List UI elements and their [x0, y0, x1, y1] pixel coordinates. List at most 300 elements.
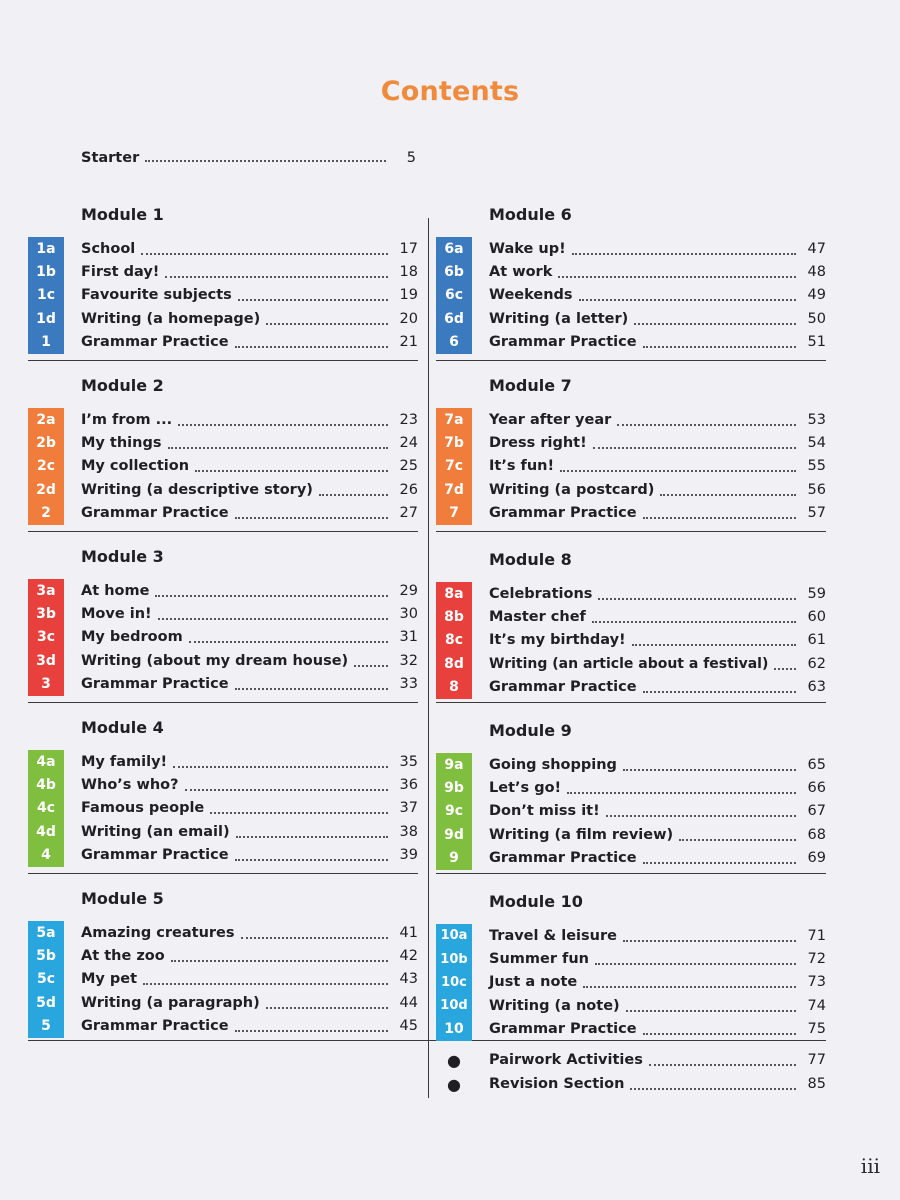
- lesson-entry[interactable]: [436, 800, 826, 823]
- dot-leader: [649, 1054, 796, 1066]
- lesson-title: Just a note: [489, 974, 578, 991]
- lesson-page: 35: [399, 753, 418, 770]
- lesson-title: First day!: [81, 264, 160, 281]
- lesson-entry[interactable]: [28, 991, 418, 1014]
- module-title: Module 8: [489, 550, 572, 569]
- lesson-title: Grammar Practice: [489, 1021, 637, 1038]
- lesson-entry[interactable]: [28, 820, 418, 843]
- lesson-page: 27: [399, 505, 418, 522]
- lesson-code: 4: [41, 847, 51, 864]
- lesson-page: 47: [807, 240, 826, 257]
- lesson-entry[interactable]: [436, 331, 826, 354]
- lesson-page: 68: [807, 826, 826, 843]
- page-title: Contents: [380, 76, 520, 107]
- lesson-title: Grammar Practice: [81, 847, 229, 864]
- lesson-entry[interactable]: [436, 676, 826, 699]
- lesson-code: 8a: [444, 585, 464, 602]
- lesson-code: 10: [444, 1021, 464, 1038]
- lesson-page: 65: [807, 756, 826, 773]
- lesson-page: 49: [807, 287, 826, 304]
- lesson-code: 10d: [440, 998, 468, 1014]
- lesson-code: 3a: [36, 582, 56, 599]
- lesson-title: Grammar Practice: [81, 676, 229, 693]
- lesson-page: 57: [807, 505, 826, 522]
- dot-leader: [583, 976, 796, 988]
- dot-leader: [155, 585, 388, 597]
- lesson-code: 1c: [36, 287, 56, 304]
- dot-leader: [593, 437, 796, 449]
- dot-leader: [165, 266, 388, 278]
- module-title: Module 2: [81, 376, 164, 395]
- lesson-title: Writing (a homepage): [81, 310, 261, 327]
- lesson-entry[interactable]: [28, 602, 418, 625]
- right-column: [436, 190, 826, 1044]
- lesson-code: 2c: [36, 458, 56, 475]
- lesson-title: My collection: [81, 458, 190, 475]
- lesson-title: Writing (an email): [81, 823, 230, 840]
- module-5: [28, 874, 418, 1044]
- lesson-entry[interactable]: [28, 626, 418, 649]
- lesson-page: 54: [807, 435, 826, 452]
- module-title: Module 7: [489, 376, 572, 395]
- dot-leader: [643, 1023, 796, 1035]
- lesson-code: 9c: [444, 803, 464, 820]
- dot-leader: [145, 150, 386, 162]
- lesson-title: Writing (a paragraph): [81, 994, 260, 1011]
- lesson-list: [28, 921, 418, 1038]
- dot-leader: [195, 460, 388, 472]
- dot-leader: [558, 266, 796, 278]
- dot-leader: [660, 484, 796, 496]
- dot-leader: [238, 289, 388, 301]
- dot-leader: [236, 826, 388, 838]
- dot-leader: [171, 950, 388, 962]
- dot-leader: [634, 313, 796, 325]
- lesson-entry[interactable]: [436, 652, 826, 675]
- lesson-page: 44: [399, 994, 418, 1011]
- lesson-code: 3c: [36, 629, 56, 646]
- lesson-entry[interactable]: [436, 1018, 826, 1041]
- lesson-code: 9a: [444, 756, 464, 773]
- lesson-entry[interactable]: [436, 502, 826, 525]
- lesson-page: 63: [807, 679, 826, 696]
- dot-leader: [168, 437, 389, 449]
- lesson-list: [28, 408, 418, 525]
- lesson-title: It’s my birthday!: [489, 632, 626, 649]
- lesson-title: Grammar Practice: [81, 1018, 229, 1035]
- lesson-entry[interactable]: [28, 797, 418, 820]
- lesson-page: 33: [399, 676, 418, 693]
- lesson-page: 32: [399, 652, 418, 669]
- lesson-code: 7d: [444, 481, 464, 498]
- dot-leader: [572, 243, 796, 255]
- dot-leader: [141, 243, 388, 255]
- lesson-page: 62: [807, 655, 826, 672]
- lesson-entry[interactable]: [28, 502, 418, 525]
- starter-entry[interactable]: [81, 150, 416, 166]
- left-column: [28, 190, 418, 1044]
- lesson-page: 37: [399, 800, 418, 817]
- lesson-page: 19: [399, 287, 418, 304]
- lesson-code: 7c: [444, 458, 464, 475]
- lesson-code: 1: [41, 334, 51, 351]
- dot-leader: [560, 460, 796, 472]
- lesson-code: 3b: [36, 606, 56, 623]
- lesson-page: 20: [399, 310, 418, 327]
- dot-leader: [354, 655, 388, 667]
- lesson-page: 66: [807, 780, 826, 797]
- lesson-page: 36: [399, 777, 418, 794]
- lesson-page: 38: [399, 823, 418, 840]
- lesson-page: 56: [807, 481, 826, 498]
- lesson-title: At home: [81, 582, 150, 599]
- lesson-title: Grammar Practice: [489, 334, 637, 351]
- extra-entry[interactable]: [436, 1072, 826, 1096]
- dot-leader: [643, 681, 796, 693]
- lesson-title: Famous people: [81, 800, 205, 817]
- lesson-title: Weekends: [489, 287, 573, 304]
- lesson-entry[interactable]: [28, 431, 418, 454]
- lesson-page: 55: [807, 458, 826, 475]
- lesson-entry[interactable]: [436, 971, 826, 994]
- lesson-code: 8c: [444, 632, 464, 649]
- lesson-entry[interactable]: [436, 284, 826, 307]
- column-divider: [428, 218, 429, 1098]
- lesson-code: 4d: [36, 823, 56, 840]
- lesson-page: 41: [399, 924, 418, 941]
- dot-leader: [173, 756, 388, 768]
- lesson-page: 43: [399, 971, 418, 988]
- module-title: Module 6: [489, 205, 572, 224]
- lesson-page: 61: [807, 632, 826, 649]
- module-title: Module 3: [81, 547, 164, 566]
- lesson-page: 24: [399, 435, 418, 452]
- lesson-entry[interactable]: [436, 582, 826, 605]
- lesson-list: [436, 237, 826, 354]
- lesson-entry[interactable]: [28, 968, 418, 991]
- lesson-code: 3: [41, 676, 51, 693]
- lesson-entry[interactable]: [28, 307, 418, 330]
- lesson-entry[interactable]: [436, 260, 826, 283]
- lesson-page: 69: [807, 850, 826, 867]
- lesson-entry[interactable]: [28, 455, 418, 478]
- lesson-code: 8b: [444, 609, 464, 626]
- lesson-entry[interactable]: [436, 823, 826, 846]
- module-title: Module 10: [489, 892, 583, 911]
- lesson-page: 67: [807, 803, 826, 820]
- lesson-entry[interactable]: [28, 331, 418, 354]
- lesson-code: 9b: [444, 780, 464, 797]
- lesson-page: 25: [399, 458, 418, 475]
- extra-title: Revision Section: [489, 1076, 625, 1092]
- lesson-entry[interactable]: [436, 924, 826, 947]
- lesson-title: My pet: [81, 971, 138, 988]
- lesson-entry[interactable]: [436, 776, 826, 799]
- extra-page: 77: [807, 1052, 826, 1068]
- module-7: [436, 361, 826, 532]
- lesson-list: [28, 237, 418, 354]
- lesson-entry[interactable]: [28, 750, 418, 773]
- starter-title: Starter: [81, 150, 140, 166]
- lesson-page: 21: [399, 334, 418, 351]
- dot-leader: [158, 608, 388, 620]
- lesson-code: 7b: [444, 435, 464, 452]
- lesson-entry[interactable]: [28, 944, 418, 967]
- lesson-title: Master chef: [489, 609, 586, 626]
- dot-leader: [143, 973, 388, 985]
- lesson-code: 6d: [444, 310, 464, 327]
- dot-leader: [189, 631, 388, 643]
- lesson-code: 2d: [36, 481, 56, 498]
- lesson-title: Writing (a letter): [489, 310, 629, 327]
- module-3: [28, 532, 418, 703]
- lesson-code: 6a: [444, 240, 464, 257]
- module-10: [436, 874, 826, 1044]
- lesson-title: Wake up!: [489, 240, 566, 257]
- lesson-page: 45: [399, 1018, 418, 1035]
- lesson-page: 18: [399, 264, 418, 281]
- lesson-page: 59: [807, 585, 826, 602]
- module-title: Module 5: [81, 889, 164, 908]
- dot-leader: [643, 336, 796, 348]
- lesson-entry[interactable]: [436, 431, 826, 454]
- lesson-page: 51: [807, 334, 826, 351]
- lesson-entry[interactable]: [436, 629, 826, 652]
- bullet-icon: ●: [447, 1050, 461, 1070]
- dot-leader: [579, 289, 796, 301]
- lesson-page: 30: [399, 606, 418, 623]
- lesson-title: Let’s go!: [489, 780, 562, 797]
- module-6: [436, 190, 826, 361]
- lesson-code: 6b: [444, 264, 464, 281]
- lesson-code: 3d: [36, 652, 56, 669]
- lesson-list: [28, 750, 418, 867]
- lesson-title: I’m from ...: [81, 411, 173, 428]
- lesson-entry[interactable]: [28, 1015, 418, 1038]
- lesson-code: 5d: [36, 994, 56, 1011]
- lesson-code: 5b: [36, 948, 56, 965]
- extras-list: [436, 1048, 826, 1096]
- starter-page: 5: [406, 150, 416, 166]
- lesson-title: Grammar Practice: [489, 505, 637, 522]
- lesson-page: 73: [807, 974, 826, 991]
- dot-leader: [643, 507, 796, 519]
- lesson-entry[interactable]: [28, 921, 418, 944]
- dot-leader: [632, 634, 796, 646]
- lesson-page: 74: [807, 997, 826, 1014]
- lesson-page: 75: [807, 1021, 826, 1038]
- dot-leader: [626, 1000, 796, 1012]
- lesson-title: Going shopping: [489, 756, 617, 773]
- lesson-code: 2a: [36, 411, 56, 428]
- dot-leader: [630, 1078, 796, 1090]
- module-title: Module 1: [81, 205, 164, 224]
- lesson-title: Writing (a note): [489, 997, 620, 1014]
- lesson-code: 1d: [36, 310, 56, 327]
- module-4: [28, 703, 418, 874]
- lesson-code: 2b: [36, 435, 56, 452]
- dot-leader: [235, 678, 388, 690]
- lesson-code: 6: [449, 334, 459, 351]
- lesson-code: 5a: [36, 924, 56, 941]
- page-number: iii: [860, 1154, 880, 1178]
- dot-leader: [623, 930, 796, 942]
- lesson-entry[interactable]: [28, 408, 418, 431]
- lesson-page: 48: [807, 264, 826, 281]
- lesson-title: Move in!: [81, 606, 152, 623]
- dot-leader: [185, 779, 388, 791]
- lesson-page: 17: [399, 240, 418, 257]
- lesson-code: 5: [41, 1018, 51, 1035]
- lesson-page: 53: [807, 411, 826, 428]
- lesson-page: 50: [807, 310, 826, 327]
- lesson-list: [436, 582, 826, 699]
- lesson-page: 60: [807, 609, 826, 626]
- lesson-code: 8: [449, 679, 459, 696]
- lesson-code: 6c: [444, 287, 464, 304]
- lesson-page: 72: [807, 951, 826, 968]
- lesson-page: 31: [399, 629, 418, 646]
- lesson-code: 9d: [444, 826, 464, 843]
- module-8: [436, 532, 826, 703]
- dot-leader: [567, 782, 796, 794]
- module-2: [28, 361, 418, 532]
- dot-leader: [266, 313, 388, 325]
- lesson-title: Writing (a film review): [489, 826, 674, 843]
- dot-leader: [178, 414, 388, 426]
- dot-leader: [774, 658, 796, 670]
- lesson-title: Writing (an article about a festival): [489, 655, 769, 672]
- lesson-title: Writing (about my dream house): [81, 652, 349, 669]
- lesson-title: Grammar Practice: [81, 505, 229, 522]
- lesson-code: 9: [449, 850, 459, 867]
- lesson-code: 7a: [444, 411, 464, 428]
- lesson-code: 8d: [444, 655, 464, 672]
- lesson-entry[interactable]: [436, 947, 826, 970]
- dot-leader: [643, 852, 796, 864]
- lesson-title: It’s fun!: [489, 458, 555, 475]
- lesson-title: Writing (a descriptive story): [81, 481, 313, 498]
- dot-leader: [319, 484, 388, 496]
- dot-leader: [679, 829, 796, 841]
- lesson-list: [436, 753, 826, 870]
- lesson-entry[interactable]: [28, 649, 418, 672]
- lesson-title: My bedroom: [81, 629, 183, 646]
- lesson-entry[interactable]: [28, 773, 418, 796]
- lesson-title: Celebrations: [489, 585, 593, 602]
- lesson-title: Grammar Practice: [489, 679, 637, 696]
- lesson-title: Dress right!: [489, 435, 587, 452]
- lesson-page: 71: [807, 927, 826, 944]
- dot-leader: [235, 849, 388, 861]
- lesson-title: Amazing creatures: [81, 924, 235, 941]
- dot-leader: [617, 414, 796, 426]
- lesson-title: Grammar Practice: [81, 334, 229, 351]
- lesson-entry[interactable]: [28, 284, 418, 307]
- module-title: Module 4: [81, 718, 164, 737]
- lesson-code: 4c: [36, 800, 56, 817]
- lesson-entry[interactable]: [436, 455, 826, 478]
- lesson-code: 4a: [36, 753, 56, 770]
- dot-leader: [623, 759, 796, 771]
- lesson-page: 23: [399, 411, 418, 428]
- lesson-code: 7: [449, 505, 459, 522]
- lesson-title: Summer fun: [489, 951, 589, 968]
- lesson-page: 42: [399, 948, 418, 965]
- dot-leader: [241, 927, 388, 939]
- lesson-code: 4b: [36, 777, 56, 794]
- dot-leader: [266, 997, 388, 1009]
- lesson-title: Favourite subjects: [81, 287, 232, 304]
- bullet-icon: ●: [447, 1074, 461, 1094]
- module-title: Module 9: [489, 721, 572, 740]
- lesson-entry[interactable]: [436, 847, 826, 870]
- lesson-page: 26: [399, 481, 418, 498]
- dot-leader: [235, 1020, 388, 1032]
- lesson-page: 29: [399, 582, 418, 599]
- dot-leader: [598, 588, 796, 600]
- lesson-entry[interactable]: [28, 844, 418, 867]
- lesson-entry[interactable]: [436, 753, 826, 776]
- lesson-code: 10a: [440, 928, 468, 944]
- lesson-title: Year after year: [489, 411, 612, 428]
- lesson-entry[interactable]: [436, 605, 826, 628]
- lesson-entry[interactable]: [436, 408, 826, 431]
- lesson-entry[interactable]: [436, 994, 826, 1017]
- lesson-code: 2: [41, 505, 51, 522]
- lesson-entry[interactable]: [436, 237, 826, 260]
- dot-leader: [595, 953, 796, 965]
- lesson-title: At the zoo: [81, 948, 165, 965]
- lesson-title: Grammar Practice: [489, 850, 637, 867]
- module-1: [28, 190, 418, 361]
- lesson-list: [436, 408, 826, 525]
- lesson-code: 1a: [36, 240, 56, 257]
- lesson-entry[interactable]: [436, 478, 826, 501]
- dot-leader: [592, 611, 796, 623]
- lesson-entry[interactable]: [28, 237, 418, 260]
- lesson-title: Travel & leisure: [489, 927, 617, 944]
- lesson-entry[interactable]: [436, 307, 826, 330]
- lesson-title: My things: [81, 435, 162, 452]
- lesson-code: 5c: [36, 971, 56, 988]
- lesson-list: [436, 924, 826, 1041]
- lesson-list: [28, 579, 418, 696]
- lesson-entry[interactable]: [28, 673, 418, 696]
- lesson-page: 39: [399, 847, 418, 864]
- module-9: [436, 703, 826, 874]
- lesson-title: At work: [489, 264, 553, 281]
- dot-leader: [210, 802, 388, 814]
- lesson-title: Don’t miss it!: [489, 803, 600, 820]
- dot-leader: [235, 336, 388, 348]
- lesson-entry[interactable]: [28, 260, 418, 283]
- lesson-code: 1b: [36, 264, 56, 281]
- lesson-title: Writing (a postcard): [489, 481, 655, 498]
- lesson-title: My family!: [81, 753, 168, 770]
- extra-page: 85: [807, 1076, 826, 1092]
- dot-leader: [235, 507, 388, 519]
- extra-title: Pairwork Activities: [489, 1052, 643, 1068]
- extra-entry[interactable]: [436, 1048, 826, 1072]
- lesson-code: 10c: [441, 974, 467, 990]
- lesson-entry[interactable]: [28, 478, 418, 501]
- dot-leader: [606, 805, 796, 817]
- lesson-code: 10b: [440, 951, 468, 967]
- lesson-title: School: [81, 240, 136, 257]
- lesson-entry[interactable]: [28, 579, 418, 602]
- lesson-title: Who’s who?: [81, 777, 179, 794]
